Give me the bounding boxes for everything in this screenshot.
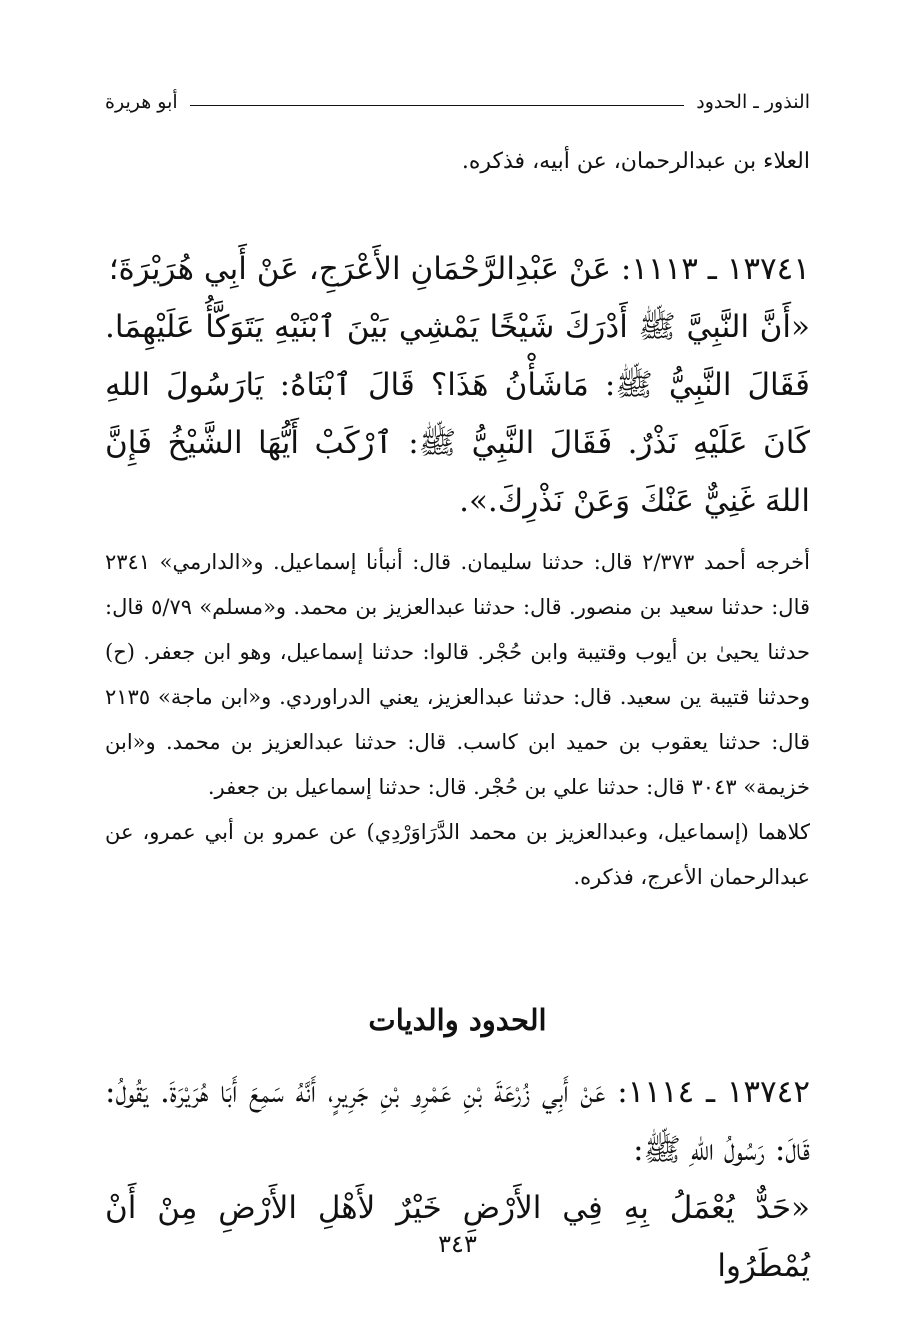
- takhrij-paragraph: كلاهما (إسماعيل، وعبدالعزيز بن محمد الدَّرَاوَرْدِي) عن عمرو بن أبي عمرو، عن عبدالرحمان الأعرج، فذكره.: [105, 820, 810, 889]
- section-title: الحدود والديات: [368, 1003, 547, 1037]
- takhrij-paragraph: أخرجه أحمد ٢/٣٧٣ قال: حدثنا سليمان. قال: أنبأنا إسماعيل. و«الدارمي» ٢٣٤١ قال: حدثنا سعيد بن منصور. قال: حدثنا عبدالعزيز بن محمد. و«مسلم» ٥/٧٩ قال: حدثنا يحيىٰ بن أيوب وقتيبة وابن حُجْر. قالوا: حدثنا إسماعيل، وهو ابن جعفر. (ح) وحدثنا قتيبة ين سعيد. قال: حدثنا عبدالعزيز، يعني الدراوردي. و«ابن ماجة» ٢١٣٥ قال: حدثنا يعقوب بن حميد ابن كاسب. قال: حدثنا عبدالعزيز بن محمد. و«ابن خزيمة» ٣٠٤٣ قال: حدثنا علي بن حُجْر. قال: حدثنا إسماعيل بن جعفر.: [105, 550, 811, 799]
- running-header: [105, 88, 810, 116]
- carryover-line: العلاء بن عبدالرحمان، عن أبيه، فذكره.: [461, 149, 810, 174]
- page-number: ٣٤٣: [438, 1230, 477, 1258]
- takhrij-block: [105, 540, 810, 900]
- hadith-text: «أَنَّ النَّبِيَّ ﷺ أَدْرَكَ شَيْخًا يَمْشِي بَيْنَ ٱبْنَيْهِ يَتَوَكَّأُ عَلَيْهِمَا. فَقَالَ النَّبِيُّ ﷺ: مَاشَأْنُ هَذَا؟ قَالَ ٱبْنَاهُ: يَارَسُولَ اللهِ كَانَ عَلَيْهِ نَذْرٌ. فَقَالَ النَّبِيُّ ﷺ: ٱرْكَبْ أَيُّهَا الشَّيْخُ فَإِنَّ اللهَ غَنِيٌّ عَنْكَ وَعَنْ نَذْرِكَ.».: [105, 309, 810, 519]
- book-page: [105, 0, 810, 1341]
- header-chapter-title: النذور ـ الحدود: [696, 91, 810, 113]
- hadith-heading: ١٣٧٤١ ـ ١١١٣: عَنْ عَبْدِالرَّحْمَانِ الأَعْرَجِ، عَنْ أَبِي هُرَيْرَةَ؛: [108, 251, 810, 287]
- hadith-13741: [105, 240, 810, 530]
- hadith-heading: ١٣٧٤٢ ـ ١١١٤: عَنْ أَبِي زُرْعَةَ بْنِ عَمْرِو بْنِ جَرِيرٍ، أَنَّهُ سَمِعَ أَبَا هُرَيْرَةَ. يَقُولُ: قَالَ: رَسُولُ اللهِ ﷺ:: [105, 1074, 810, 1168]
- header-narrator-title: أبو هريرة: [105, 91, 178, 113]
- hadith-text: «حَدٌّ يُعْمَلُ بِهِ فِي الأَرْضِ خَيْرٌ لأَهْلِ الأَرْضِ مِنْ أَنْ يُمْطَرُوا: [105, 1190, 810, 1284]
- header-rule: [190, 105, 685, 106]
